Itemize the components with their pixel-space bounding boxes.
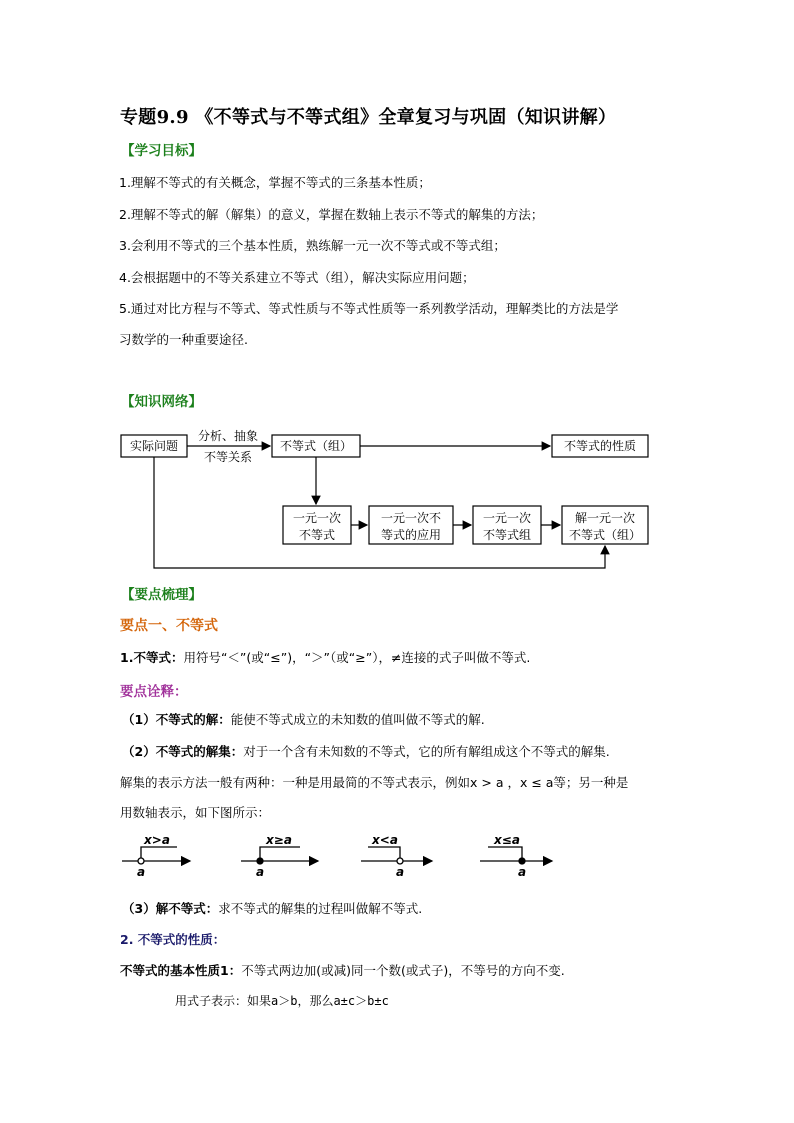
goal-item: 习数学的一种重要途径. bbox=[119, 332, 248, 347]
number-line-ge bbox=[241, 847, 318, 864]
number-line-gt bbox=[122, 847, 190, 864]
goal-item: 1.理解不等式的有关概念，掌握不等式的三条基本性质； bbox=[119, 175, 431, 190]
explain2 bbox=[122, 742, 610, 760]
arrow-practical-solve bbox=[154, 457, 605, 568]
box-practical-label: 实际问题 bbox=[129, 439, 179, 453]
box3-line2: 不等式组 bbox=[482, 528, 532, 542]
property1-text: 不等式两边加(或减)同一个数(或式子)，不等号的方向不变. bbox=[241, 963, 565, 978]
box4-line1: 解一元一次 bbox=[574, 511, 636, 525]
explain1-label: （1）不等式的解： bbox=[122, 712, 231, 727]
network-heading: 【知识网络】 bbox=[121, 394, 202, 410]
explain-title: 要点诠释： bbox=[120, 684, 188, 700]
page-title: 专题9.9 《不等式与不等式组》全章复习与巩固（知识讲解） bbox=[120, 107, 617, 128]
number-line-lt-label: x<a bbox=[372, 833, 398, 847]
points-heading: 【要点梳理】 bbox=[121, 587, 202, 603]
number-line-ge-point: a bbox=[255, 865, 265, 879]
goal-item: 3.会利用不等式的三个基本性质，熟练解一元一次不等式或不等式组； bbox=[119, 238, 506, 253]
edge-label-bottom: 不等关系 bbox=[203, 450, 253, 464]
explain3 bbox=[122, 899, 422, 917]
box3-line1: 一元一次 bbox=[482, 511, 532, 525]
box4-line2: 不等式（组） bbox=[568, 528, 642, 542]
item1 bbox=[120, 648, 530, 666]
item2-title: 2. 不等式的性质： bbox=[120, 932, 226, 947]
explain2-line3: 用数轴表示，如下图所示： bbox=[120, 805, 271, 820]
explain3-label: （3）解不等式： bbox=[122, 901, 219, 916]
number-line-lt-point: a bbox=[395, 865, 405, 879]
point1-title: 要点一、不等式 bbox=[120, 618, 218, 634]
goals-heading: 【学习目标】 bbox=[121, 143, 202, 159]
goal-item: 2.理解不等式的解（解集）的意义，掌握在数轴上表示不等式的解集的方法； bbox=[119, 207, 544, 222]
explain2-line2: 解集的表示方法一般有两种：一种是用最简的不等式表示，例如x > a ，x ≤ a等；另一种是 bbox=[120, 775, 629, 790]
number-line-gt-label: x>a bbox=[144, 833, 170, 847]
goal-item: 5.通过对比方程与不等式、等式性质与不等式性质等一系列教学活动，理解类比的方法是学 bbox=[119, 301, 619, 316]
explain2-label: （2）不等式的解集： bbox=[122, 744, 244, 759]
item1-text: 用符号“＜”(或“≤”)，“＞”（或“≥”），≠连接的式子叫做不等式. bbox=[183, 650, 531, 665]
number-line-lt bbox=[361, 847, 432, 864]
explain2-text: 对于一个含有未知数的不等式，它的所有解组成这个不等式的解集. bbox=[243, 744, 610, 759]
box1-line2: 不等式 bbox=[298, 528, 336, 542]
number-line-ge-label: x≥a bbox=[266, 833, 292, 847]
box-property-label: 不等式的性质 bbox=[563, 439, 637, 453]
box2-line1: 一元一次不 bbox=[380, 511, 442, 525]
explain3-text: 求不等式的解集的过程叫做解不等式. bbox=[218, 901, 423, 916]
number-line-le-point: a bbox=[517, 865, 527, 879]
number-line-le-label: x≤a bbox=[494, 833, 520, 847]
box-inequality-label: 不等式（组） bbox=[279, 439, 353, 453]
property1-formula: 用式子表示：如果a＞b，那么a±c＞b±c bbox=[175, 994, 389, 1008]
number-lines bbox=[0, 830, 794, 880]
number-line-le bbox=[480, 847, 552, 864]
explain1-text: 能使不等式成立的未知数的值叫做不等式的解. bbox=[230, 712, 485, 727]
property1-label: 不等式的基本性质1： bbox=[120, 963, 242, 978]
edge-label-top: 分析、抽象 bbox=[197, 429, 259, 443]
box1-line1: 一元一次 bbox=[292, 511, 342, 525]
number-line-gt-point: a bbox=[136, 865, 146, 879]
property1 bbox=[120, 961, 565, 979]
box2-line2: 等式的应用 bbox=[380, 528, 442, 542]
explain1 bbox=[122, 710, 485, 728]
goal-item: 4.会根据题中的不等关系建立不等式（组），解决实际应用问题； bbox=[119, 270, 475, 285]
item1-label: 1.不等式： bbox=[120, 650, 184, 665]
